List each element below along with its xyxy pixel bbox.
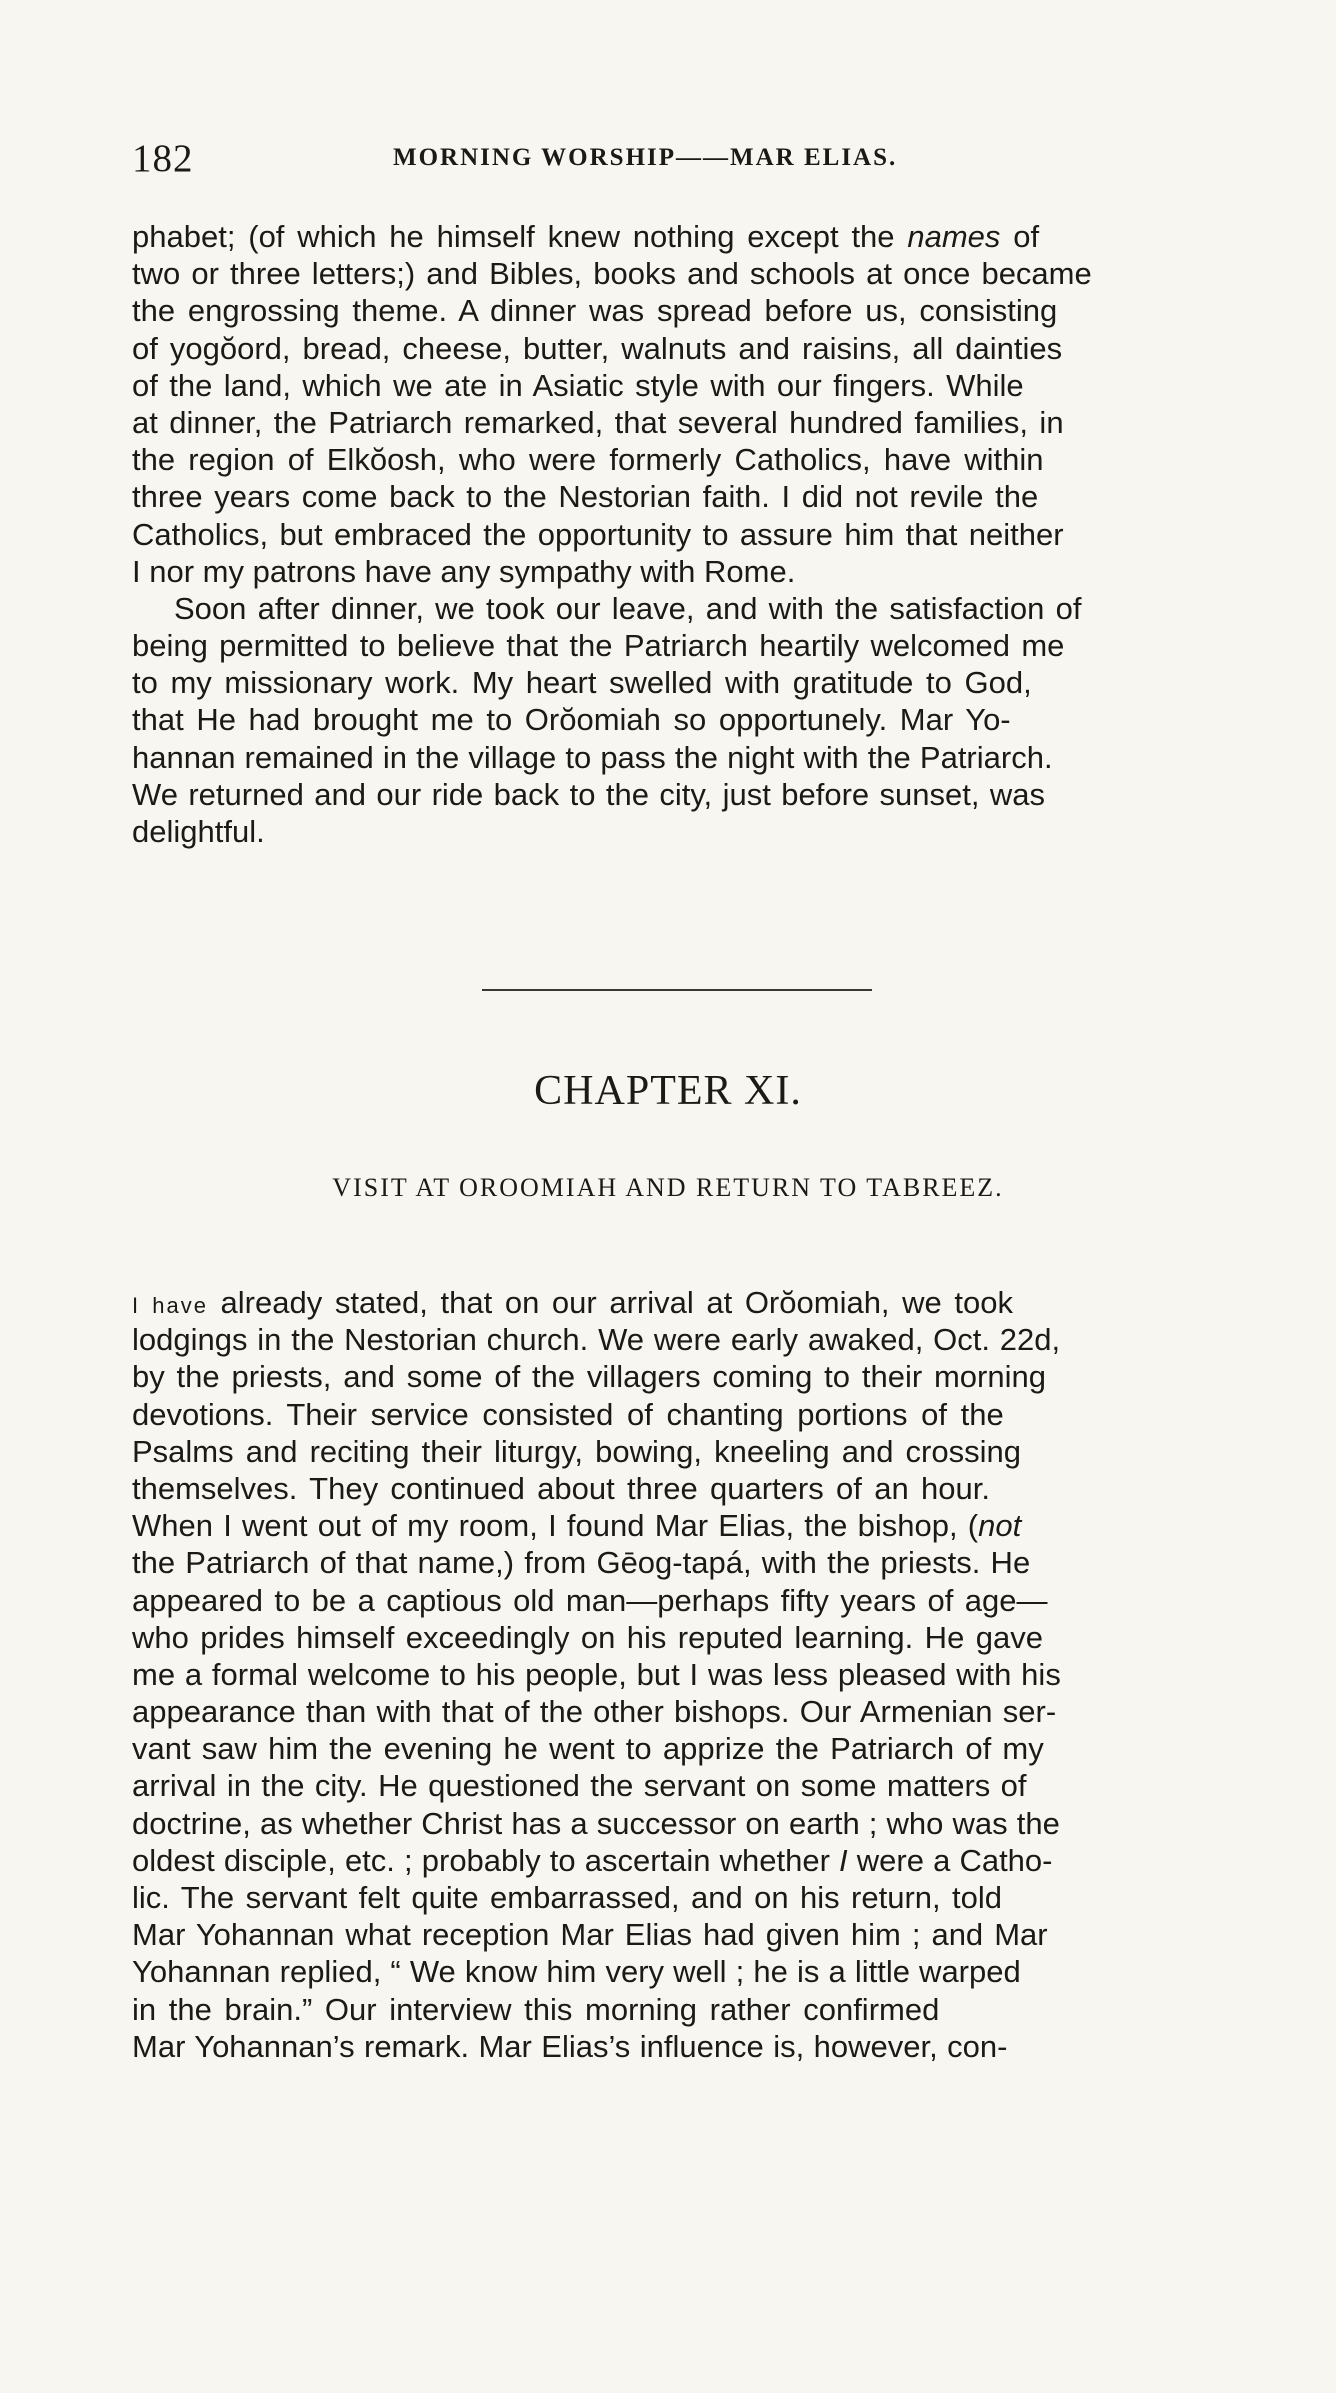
- emphasis: names: [907, 219, 1001, 254]
- text-line: the engrossing theme. A dinner was spread before us, consisting: [132, 293, 1058, 329]
- text-line: hannan remained in the village to pass the night with the Patriarch.: [132, 739, 1053, 775]
- text-line: Psalms and reciting their liturgy, bowing, kneeling and crossing: [132, 1433, 1021, 1469]
- page-number: 182: [132, 137, 194, 180]
- small-caps-opening: I have: [132, 1293, 208, 1318]
- running-head: MORNING WORSHIP——MAR ELIAS.: [393, 144, 898, 171]
- text-line: appeared to be a captious old man—perhaps fifty years of age—: [132, 1582, 1048, 1618]
- chapter-title: CHAPTER XI.: [534, 1068, 802, 1114]
- text-line: Soon after dinner, we took our leave, and with the satisfaction of: [174, 590, 1082, 626]
- text-line: I nor my patrons have any sympathy with Rome.: [132, 553, 796, 589]
- text-line: vant saw him the evening he went to apprize the Patriarch of my: [132, 1731, 1044, 1767]
- text-line: phabet; (of which he himself knew nothing except the names of: [132, 219, 1040, 254]
- text-line: Mar Yohannan what reception Mar Elias had given him ; and Mar: [132, 1917, 1048, 1953]
- section-divider: [482, 989, 872, 991]
- emphasis: not: [978, 1508, 1022, 1544]
- text-line: that He had brought me to Orŏomiah so opportunely. Mar Yo-: [132, 702, 1011, 738]
- text-line: oldest disciple, etc. ; probably to ascertain whether I were a Catho-: [132, 1842, 1053, 1878]
- text-line: lic. The servant felt quite embarrassed, and on his return, told: [132, 1880, 1003, 1915]
- text-line: to my missionary work. My heart swelled with gratitude to God,: [132, 665, 1032, 701]
- text-line: who prides himself exceedingly on his reputed learning. He gave: [132, 1619, 1043, 1655]
- text-line: doctrine, as whether Christ has a successor on earth ; who was the: [132, 1805, 1060, 1841]
- paragraph-2: [132, 590, 1212, 850]
- text-line: three years come back to the Nestorian faith. I did not revile the: [132, 479, 1039, 515]
- emphasis: I: [839, 1842, 848, 1878]
- text-line: themselves. They continued about three quarters of an hour.: [132, 1470, 990, 1506]
- text-line: I have already stated, that on our arrival at Orŏomiah, we took: [132, 1285, 1013, 1320]
- text-line: When I went out of my room, I found Mar Elias, the bishop, (not: [132, 1508, 1022, 1544]
- text-line: of yogŏord, bread, cheese, butter, walnuts and raisins, all dainties: [132, 330, 1063, 366]
- text-line: in the brain.” Our interview this morning rather confirmed: [132, 1991, 940, 2027]
- text-line: devotions. Their service consisted of chanting portions of the: [132, 1396, 1004, 1432]
- chapter-subtitle: VISIT AT OROOMIAH AND RETURN TO TABREEZ.: [332, 1173, 1004, 1202]
- text-line: at dinner, the Patriarch remarked, that several hundred families, in: [132, 404, 1064, 440]
- text-line: lodgings in the Nestorian church. We were early awaked, Oct. 22d,: [132, 1322, 1061, 1358]
- text-line: We returned and our ride back to the city, just before sunset, was: [132, 776, 1046, 812]
- text-line: the region of Elkŏosh, who were formerly Catholics, have within: [132, 442, 1044, 478]
- text-line: Mar Yohannan’s remark. Mar Elias’s influence is, however, con-: [132, 2028, 1008, 2064]
- text-line: arrival in the city. He questioned the servant on some matters of: [132, 1768, 1027, 1804]
- text-line: appearance than with that of the other bishops. Our Armenian ser-: [132, 1694, 1057, 1730]
- text-line: the Patriarch of that name,) from Gēog-tapá, with the priests. He: [132, 1545, 1031, 1581]
- page-header: [132, 136, 1212, 186]
- text-line: me a formal welcome to his people, but I was less pleased with his: [132, 1656, 1061, 1692]
- text-line: by the priests, and some of the villagers coming to their morning: [132, 1359, 1046, 1395]
- text-line: of the land, which we ate in Asiatic style with our fingers. While: [132, 367, 1024, 403]
- text-line: being permitted to believe that the Patriarch heartily welcomed me: [132, 628, 1065, 664]
- text-line: Yohannan replied, “ We know him very well ; he is a little warped: [132, 1954, 1021, 1990]
- text-line: Catholics, but embraced the opportunity to assure him that neither: [132, 516, 1064, 552]
- paragraph-1: [132, 218, 1212, 590]
- text-block-top: [132, 218, 1212, 850]
- text-line: two or three letters;) and Bibles, books and schools at once became: [132, 256, 1092, 292]
- paragraph-3: [132, 1284, 1212, 2065]
- text-line: delightful.: [132, 814, 265, 849]
